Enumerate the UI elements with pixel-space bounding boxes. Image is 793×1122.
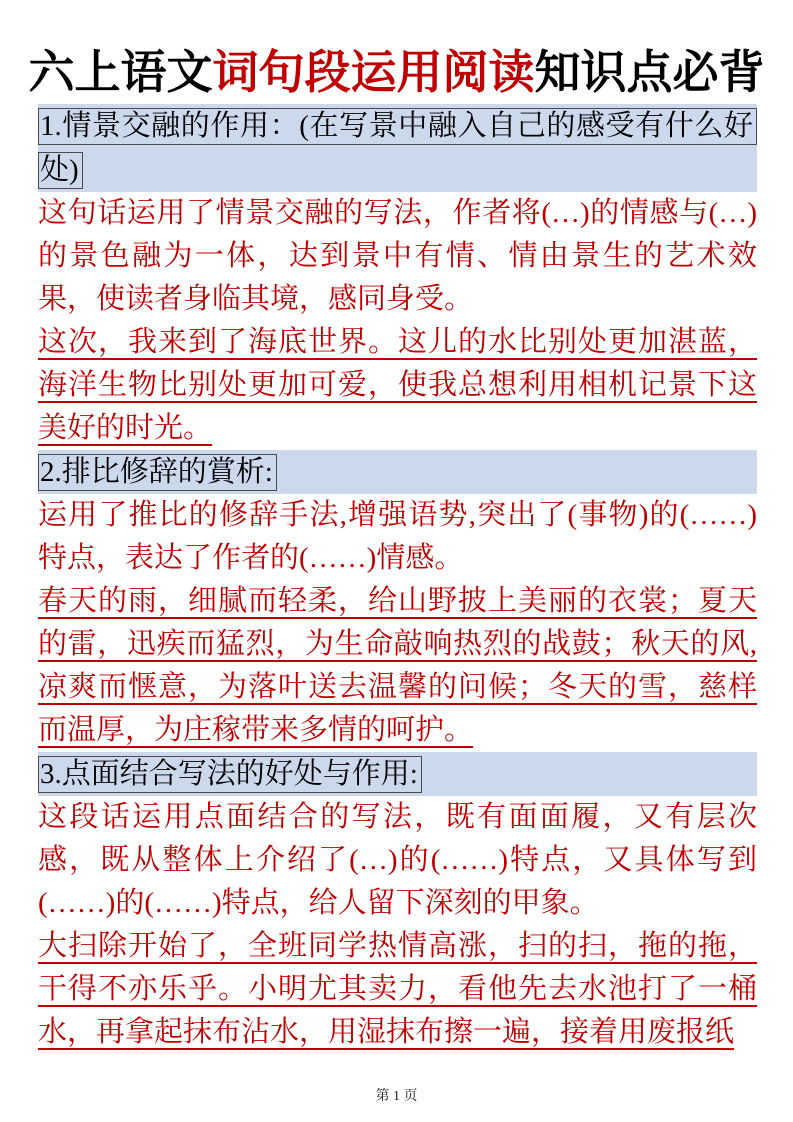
section-1-example-paragraph: 这次，我来到了海底世界。这儿的水比别处更加湛蓝，海洋生物比别处更加可爱，使我总想利用相机记景下这美好的时光。 — [38, 326, 757, 444]
section-1-heading-text: 1.情景交融的作用：(在写景中融入自己的感受有什么好处) — [38, 108, 757, 189]
section-3-example-paragraph: 大扫除开始了，全班同学热情高涨，扫的扫，拖的拖，干得不亦乐乎。小明尤其卖力，看他先去水池打了一桶水，再拿起抹布沾水，用湿抹布擦一遍，接着用废报纸 — [38, 930, 757, 1048]
title-segment-black-1: 六上语文 — [28, 47, 213, 98]
section-3-heading-text: 3.点面结合写法的好处与作用: — [38, 756, 422, 793]
title-segment-red: 词句段运用阅读 — [212, 47, 535, 98]
title-segment-black-2: 知识点必背 — [534, 47, 765, 98]
section-3-answer-paragraph: 这段话运用点面结合的写法，既有面面履，又有层次感，既从整体上介绍了(…)的(……)特点，又具体写到(……)的(……)特点，给人留下深刻的甲象。 — [38, 801, 757, 919]
section-2-heading-text: 2.排比修辞的賞析: — [38, 454, 277, 491]
section-1-answer-paragraph: 这句话运用了情景交融的写法，作者将(…)的情感与(…)的景色融为一体，达到景中有情、情由景生的艺术效果，使读者身临其境，感同身受。 — [38, 197, 757, 315]
document-body — [38, 104, 757, 1054]
section-2-answer-paragraph: 运用了推比的修辞手法,增强语势,突出了(事物)的(……)特点，表达了作者的(……)情感。 — [38, 499, 757, 574]
page-title — [0, 36, 793, 102]
section-1-heading — [38, 104, 757, 192]
section-2-heading — [38, 450, 757, 494]
section-3-heading — [38, 752, 757, 796]
page-number-footer: 第 1 页 — [375, 1089, 418, 1104]
section-2-example-paragraph: 春天的雨，细腻而轻柔，给山野披上美丽的衣裳；夏天的雷，迅疾而猛烈，为生命敲响热烈的战鼓；秋天的风,凉爽而惬意，为落叶送去温馨的问候；冬天的雪，慈样而温厚，为庄稼带来多情的呵护。 — [38, 585, 757, 746]
